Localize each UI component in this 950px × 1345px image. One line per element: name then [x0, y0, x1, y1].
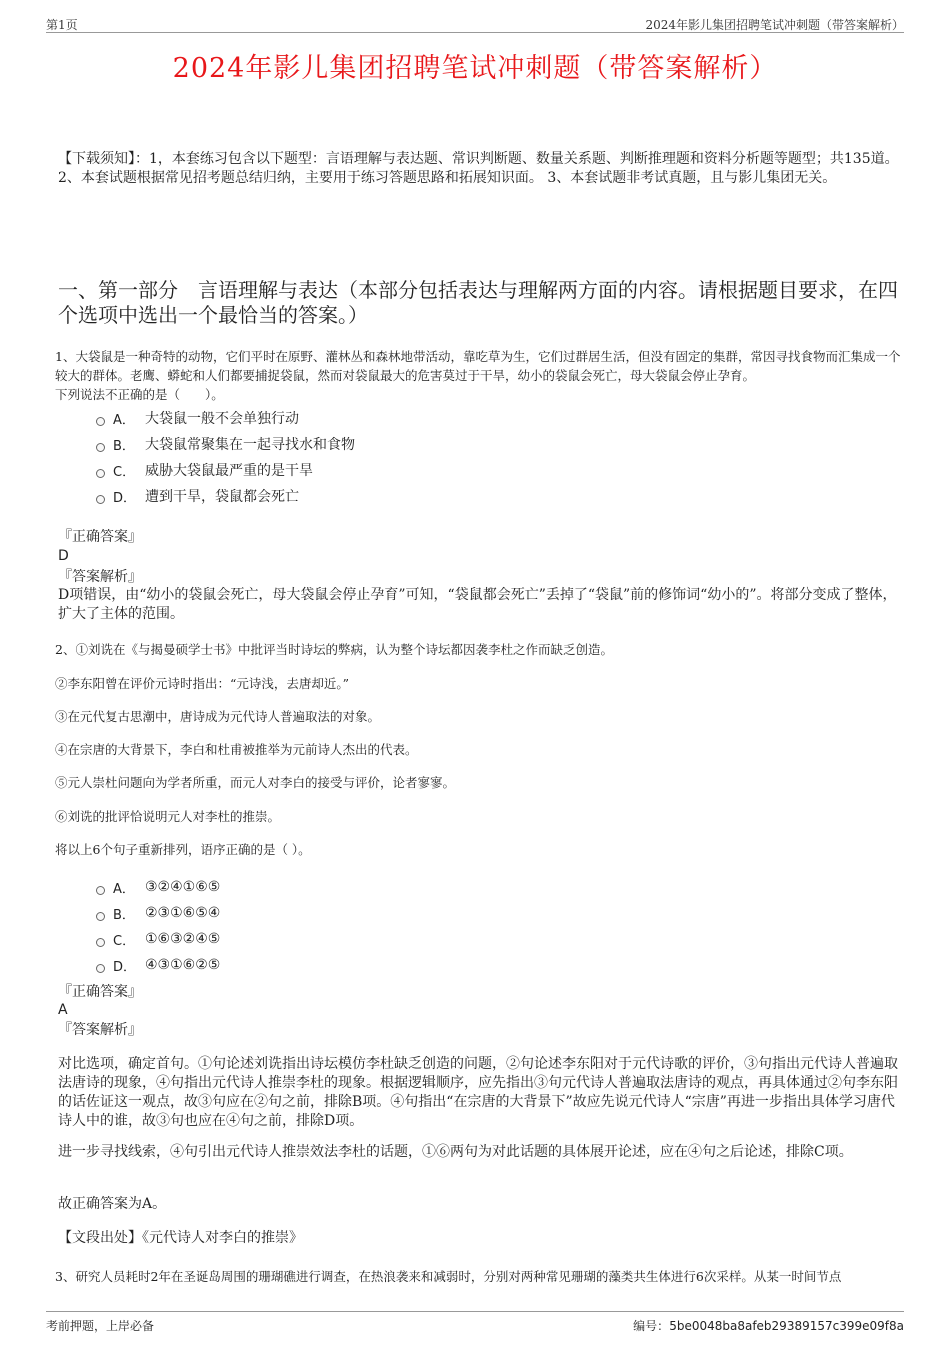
page-footer	[46, 1311, 904, 1336]
option-c[interactable]: C． ①⑥③②④⑤	[96, 926, 696, 952]
text-source: 【文段出处】《元代诗人对李白的推崇》	[58, 1230, 303, 1246]
analysis-label: 『答案解析』	[58, 1022, 142, 1038]
question-1-stem: 1、大袋鼠是一种奇特的动物，它们平时在原野、灌林丛和森林地带活动，靠吃草为生，它们过群居生活，但没有固定的集群，常因寻找食物而汇集成一个较大的群体。老鹰、蟒蛇和人们都要捕捉袋鼠，然而对袋鼠最大的危害莫过于干旱，幼小的袋鼠会死亡，母大袋鼠会停止孕育。	[55, 349, 901, 383]
analysis-paragraph: 对比选项，确定首句。①句论述刘诜指出诗坛模仿李杜缺乏创造的问题，②句论述李东阳对于元代诗歌的评价，③句指出元代诗人普遍取法唐诗的现象，④句指出元代诗人推崇李杜的现象。根据逻辑顺序，应先指出③句元代诗人普遍取法唐诗的观点，再具体通过②句李东阳的话佐证这一观点，故③句应在②句之前，排除B项。④句指出“在宗唐的大背景下”故应先说元代诗人“宗唐”再进一步指出具体学习唐代诗人中的谁，故③句也应在④句之前，排除D项。	[58, 1056, 898, 1129]
option-b[interactable]: B． 大袋鼠常聚集在一起寻找水和食物	[96, 431, 696, 457]
option-b[interactable]: B． ②③①⑥⑤④	[96, 900, 696, 926]
answer-label: 『正确答案』	[58, 529, 142, 545]
radio-icon[interactable]	[96, 443, 105, 452]
question-1-options	[96, 405, 696, 509]
analysis-label: 『答案解析』	[58, 569, 142, 585]
option-d[interactable]: D． 遭到干旱，袋鼠都会死亡	[96, 483, 696, 509]
answer-value: D	[58, 548, 69, 564]
analysis-conclusion: 故正确答案为A。	[58, 1196, 167, 1212]
radio-icon[interactable]	[96, 417, 105, 426]
footer-code: 编号：5be0048ba8afeb29389157c399e09f8a	[633, 1319, 904, 1333]
question-2-line: ②李东阳曾在评价元诗时指出：“元诗浅，去唐却近。”	[55, 676, 350, 691]
question-1-ask: 下列说法不正确的是（ ）。	[55, 387, 224, 402]
header-doc-title: 2024年影儿集团招聘笔试冲刺题（带答案解析）	[645, 18, 904, 32]
question-2-ask: 将以上6个句子重新排列，语序正确的是（ ）。	[55, 842, 311, 857]
radio-icon[interactable]	[96, 912, 105, 921]
question-2-options	[96, 874, 696, 978]
option-a[interactable]: A． 大袋鼠一般不会单独行动	[96, 405, 696, 431]
option-d[interactable]: D． ④③①⑥②⑤	[96, 952, 696, 978]
question-2-line: ③在元代复古思潮中，唐诗成为元代诗人普遍取法的对象。	[55, 709, 381, 724]
radio-icon[interactable]	[96, 964, 105, 973]
analysis-text: D项错误，由“幼小的袋鼠会死亡，母大袋鼠会停止孕育”可知，“袋鼠都会死亡”丢掉了“袋鼠”前的修饰词“幼小的”。将部分变成了整体，扩大了主体的范围。	[58, 587, 897, 622]
question-2-line: ⑤元人崇杜问题向为学者所重，而元人对李白的接受与评价，论者寥寥。	[55, 775, 456, 790]
page-header	[46, 14, 904, 33]
question-2-line: ④在宗唐的大背景下，李白和杜甫被推举为元前诗人杰出的代表。	[55, 742, 418, 757]
answer-label: 『正确答案』	[58, 984, 142, 1000]
radio-icon[interactable]	[96, 495, 105, 504]
page-title: 2024年影儿集团招聘笔试冲刺题（带答案解析）	[172, 53, 778, 84]
option-c[interactable]: C． 威胁大袋鼠最严重的是干旱	[96, 457, 696, 483]
download-notice: 【下载须知】：1，本套练习包含以下题型：言语理解与表达题、常识判断题、数量关系题、判断推理题和资料分析题等题型；共135道。 2、本套试题根据常见招考题总结归纳，主要用于练习答题思路和拓展知识面。 3、本套试题非考试真题，且与影儿集团无关。	[58, 151, 899, 186]
radio-icon[interactable]	[96, 886, 105, 895]
section-heading: 一、第一部分 言语理解与表达（本部分包括表达与理解两方面的内容。请根据题目要求，在四个选项中选出一个最恰当的答案。）	[58, 278, 898, 327]
question-3-stem: 3、研究人员耗时2年在圣诞岛周围的珊瑚礁进行调查，在热浪袭来和减弱时，分别对两种常见珊瑚的藻类共生体进行6次采样。从某一时间节点	[55, 1269, 842, 1284]
question-2-line: ⑥刘诜的批评恰说明元人对李杜的推崇。	[55, 809, 281, 824]
page-number: 第1页	[46, 18, 78, 32]
question-2-line: 2、①刘诜在《与揭曼硕学士书》中批评当时诗坛的弊病，认为整个诗坛都因袭李杜之作而缺乏创造。	[55, 642, 613, 657]
radio-icon[interactable]	[96, 938, 105, 947]
analysis-paragraph: 进一步寻找线索，④句引出元代诗人推崇效法李杜的话题，①⑥两句为对此话题的具体展开论述，应在④句之后论述，排除C项。	[58, 1144, 853, 1160]
radio-icon[interactable]	[96, 469, 105, 478]
option-a[interactable]: A． ③②④①⑥⑤	[96, 874, 696, 900]
answer-value: A	[58, 1002, 68, 1018]
footer-slogan: 考前押题，上岸必备	[46, 1319, 155, 1333]
